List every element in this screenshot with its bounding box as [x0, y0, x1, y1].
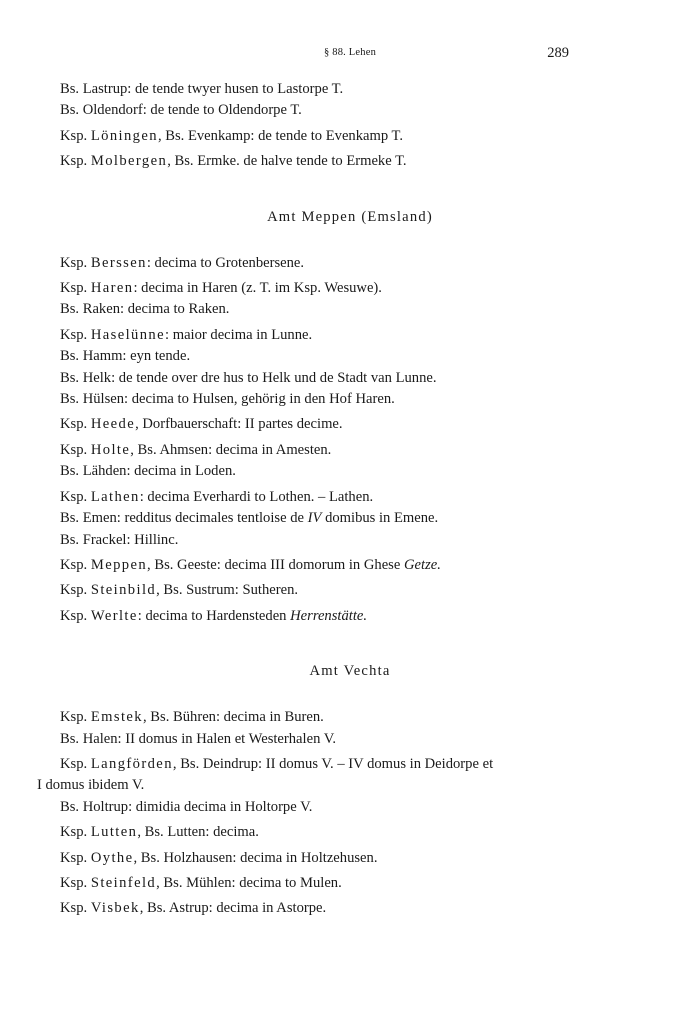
entry-line: Ksp. Lathen: decima Everhardi to Lothen. – Lathen.: [60, 488, 374, 505]
entry-line: Ksp. Löningen, Bs. Evenkamp: de tende to Evenkamp T.: [60, 127, 404, 144]
place-name: Visbek: [90, 900, 140, 917]
entry-line: Bs. Hülsen: decima to Hulsen, gehörig in den Hof Haren.: [60, 391, 395, 408]
entry-visbek: [0, 898, 700, 919]
entry-line: Ksp. Haselünne: maior decima in Lunne.: [60, 326, 313, 343]
entry-steinbild: [0, 580, 700, 601]
entry-line: Ksp. Langförden, Bs. Deindrup: II domus V. – IV domus in Deidorpe et: [60, 755, 494, 772]
entry-line: Bs. Lähden: decima in Loden.: [60, 463, 236, 480]
place-name: Langförden: [90, 755, 173, 772]
place-name: Meppen: [90, 556, 148, 573]
entry-line: Bs. Lastrup: de tende twyer husen to Lastorpe T.: [60, 81, 344, 97]
entry-line: Bs. Oldendorf: de tende to Oldendorpe T.: [60, 102, 302, 119]
place-name: Lutten: [90, 824, 138, 841]
entry-line: Ksp. Haren: decima in Haren (z. T. im Ksp. Wesuwe).: [60, 280, 382, 297]
section-heading-meppen: Amt Meppen (Emsland): [267, 208, 433, 225]
place-name: Oythe: [90, 849, 134, 866]
entry-line: Bs. Emen: redditus decimales tentloise de IV domibus in Emene.: [60, 510, 439, 527]
entry-line: Ksp. Steinfeld, Bs. Mühlen: decima to Mulen.: [60, 874, 342, 891]
place-name: Werlte: [90, 607, 138, 624]
entry-lastrup-oldendorf: [0, 79, 700, 122]
entry-langfoerden: [0, 754, 700, 818]
place-name: Holte: [90, 441, 131, 458]
entry-molbergen: [0, 151, 700, 172]
place-name: Haselünne: [90, 326, 166, 343]
place-name: Molbergen: [90, 153, 168, 170]
entry-lathen: [0, 487, 700, 551]
entry-line: Ksp. Heede, Dorfbauerschaft: II partes decime.: [60, 416, 343, 433]
running-head: § 88. Lehen: [323, 47, 377, 58]
entry-line: Bs. Holtrup: dimidia decima in Holtorpe V.: [60, 798, 313, 815]
section-heading-vechta: Amt Vechta: [309, 663, 391, 680]
place-name: Emstek: [90, 709, 143, 726]
entry-line: Ksp. Molbergen, Bs. Ermke. de halve tende to Ermeke T.: [60, 153, 407, 170]
entry-line: Bs. Halen: II domus in Halen et Westerhalen V.: [60, 730, 337, 747]
entry-line: Bs. Frackel: Hillinc.: [60, 531, 179, 548]
place-name: Löningen: [90, 127, 158, 144]
entry-line: Bs. Raken: decima to Raken.: [60, 301, 230, 318]
entry-haren: [0, 278, 700, 321]
entry-haseluenne: [0, 325, 700, 411]
place-name: Haren: [90, 280, 134, 297]
entry-line: Ksp. Visbek, Bs. Astrup: decima in Astorpe.: [60, 900, 327, 917]
entry-line-continuation: I domus ibidem V.: [37, 777, 145, 794]
place-name: Steinfeld: [90, 874, 157, 891]
entry-line: Ksp. Werlte: decima to Hardensteden Herrenstätte.: [60, 607, 367, 624]
page-body: [0, 79, 700, 924]
entry-line: Bs. Helk: de tende over dre hus to Helk und de Stadt van Lunne.: [60, 369, 437, 386]
entry-line: Ksp. Steinbild, Bs. Sustrum: Sutheren.: [60, 582, 299, 599]
entry-line: Ksp. Emstek, Bs. Bühren: decima in Buren.: [60, 709, 324, 726]
entry-line: Ksp. Oythe, Bs. Holzhausen: decima in Holtzehusen.: [60, 849, 378, 866]
entry-oythe: [0, 848, 700, 869]
place-name: Lathen: [90, 488, 140, 505]
page-header: [0, 45, 700, 65]
entry-line: Ksp. Holte, Bs. Ahmsen: decima in Amesten.: [60, 441, 332, 458]
entry-line: Ksp. Meppen, Bs. Geeste: decima III domorum in Ghese Getze.: [60, 556, 441, 573]
entry-werlte: [0, 606, 700, 627]
entry-lutten: [0, 822, 700, 843]
entry-heede: [0, 414, 700, 435]
entry-meppen: [0, 555, 700, 576]
entry-loeningen: [0, 126, 700, 147]
place-name: Steinbild: [90, 582, 157, 599]
entry-line: Ksp. Lutten, Bs. Lutten: decima.: [60, 824, 259, 841]
entry-emstek: [0, 707, 700, 750]
entry-berssen: [0, 253, 700, 274]
entry-holte: [0, 440, 700, 483]
place-name: Berssen: [90, 254, 147, 271]
entry-steinfeld: [0, 873, 700, 894]
page-number: 289: [547, 45, 569, 61]
place-name: Heede: [90, 416, 136, 433]
entry-line: Ksp. Berssen: decima to Grotenbersene.: [60, 254, 305, 271]
entry-line: Bs. Hamm: eyn tende.: [60, 348, 191, 365]
